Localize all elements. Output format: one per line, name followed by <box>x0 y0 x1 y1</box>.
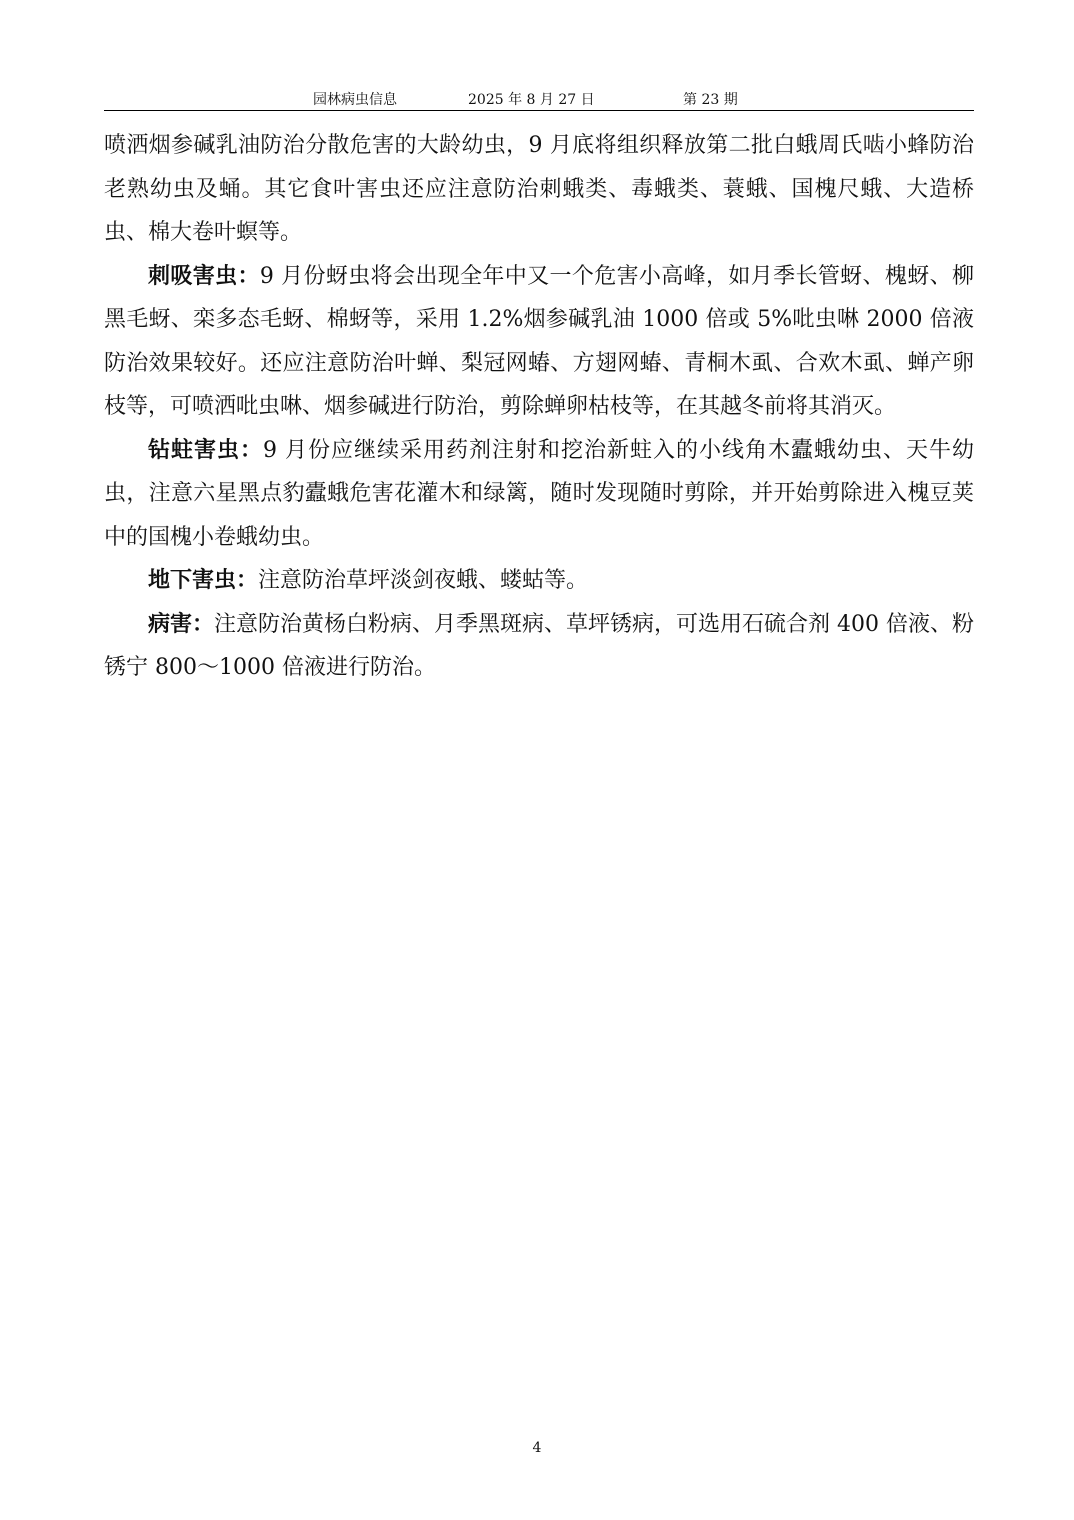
header-date: 2025 年 8 月 27 日 <box>468 92 595 108</box>
page-number: 4 <box>532 1440 542 1456</box>
paragraph-text: 注意防治黄杨白粉病、月季黑斑病、草坪锈病，可选用石硫合剂 400 倍液、粉锈宁 800～1000 倍液进行防治。 <box>104 611 974 680</box>
header-issue: 第 23 期 <box>683 92 738 108</box>
paragraph-continued <box>104 124 974 255</box>
section-label-underground-pests: 地下害虫： <box>148 567 259 593</box>
paragraph-text: 喷洒烟参碱乳油防治分散危害的大龄幼虫，9 月底将组织释放第二批白蛾周氏啮小蜂防治老熟幼虫及蛹。其它食叶害虫还应注意防治刺蛾类、毒蛾类、蓑蛾、国槐尺蛾、大造桥虫、棉大卷叶螟等。 <box>104 133 974 245</box>
paragraph-sucking-pests <box>104 255 974 429</box>
document-body <box>104 124 974 690</box>
header-title: 园林病虫信息 <box>313 92 397 108</box>
paragraph-text: 9 月份蚜虫将会出现全年中又一个危害小高峰，如月季长管蚜、槐蚜、柳黑毛蚜、栾多态毛蚜、棉蚜等，采用 1.2%烟参碱乳油 1000 倍或 5%吡虫啉 2000 倍液防治效果较好。还应注意防治叶蝉、梨冠网蝽、方翅网蝽、青桐木虱、合欢木虱、蝉产卵枝等，可喷洒吡虫啉、烟参碱进行防治，剪除蝉卵枯枝等，在其越冬前将其消灭。 <box>104 263 974 419</box>
section-label-diseases: 病害： <box>148 610 215 637</box>
paragraph-boring-pests <box>104 429 974 560</box>
paragraph-diseases <box>104 603 974 690</box>
paragraph-text: 注意防治草坪淡剑夜蛾、蝼蛄等。 <box>258 568 589 593</box>
paragraph-text: 9 月份应继续采用药剂注射和挖治新蛀入的小线角木蠹蛾幼虫、天牛幼虫，注意六星黑点豹蠹蛾危害花灌木和绿篱，随时发现随时剪除，并开始剪除进入槐豆荚中的国槐小卷蛾幼虫。 <box>104 437 974 550</box>
section-label-sucking-pests: 刺吸害虫： <box>148 262 260 289</box>
section-label-boring-pests: 钻蛀害虫： <box>148 436 263 463</box>
paragraph-underground-pests <box>104 559 974 603</box>
page-header <box>104 90 974 111</box>
